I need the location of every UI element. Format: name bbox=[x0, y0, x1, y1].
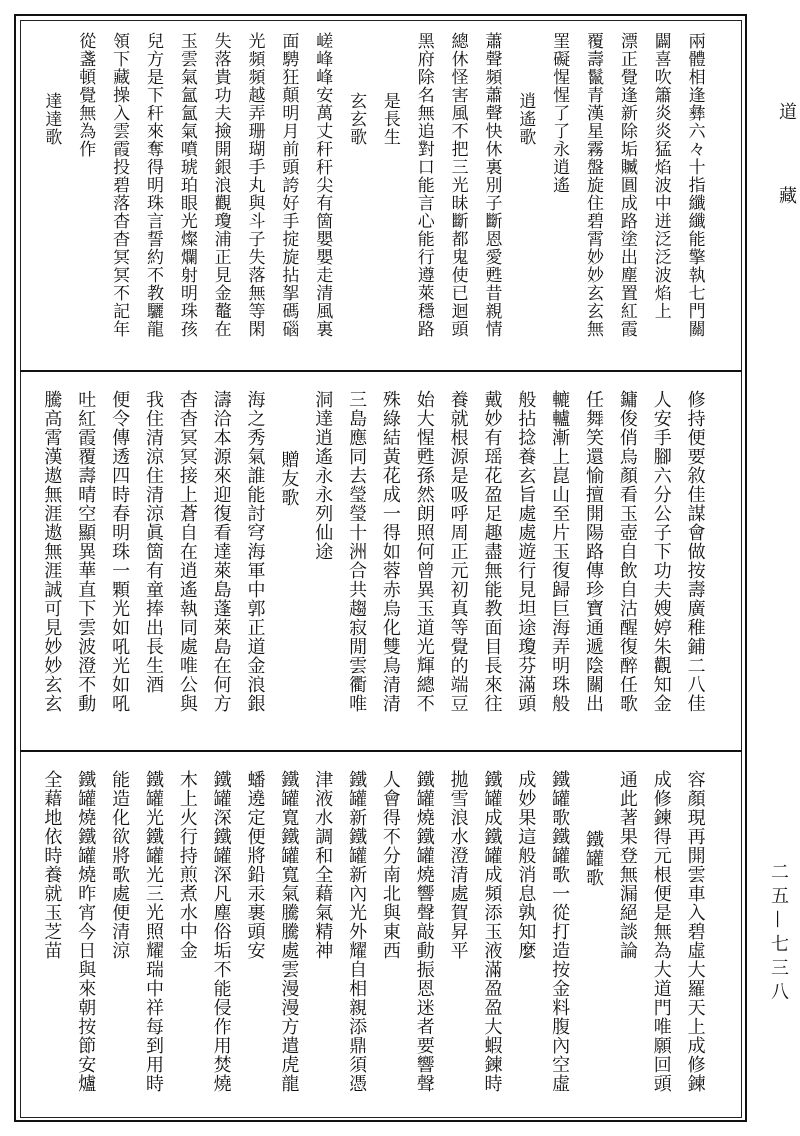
text-column: 木上火行持煎煮水中金 bbox=[176, 770, 198, 960]
text-column: 蟠遶定便將鉛汞裹頭安 bbox=[244, 770, 266, 960]
text-column: 領下藏操入雲霞投碧落杳杳冥冥不記年 bbox=[109, 32, 130, 338]
text-column: 鐵罐光鐵罐光三光照耀瑞中祥每到用時 bbox=[142, 770, 164, 1093]
text-column: 始大惺甦孫然朗照何曾異玉道光輝總不 bbox=[413, 390, 435, 713]
text-column: 鏞俊俏烏顏看玉壺自飲自沽醒復醉任歌 bbox=[616, 390, 638, 713]
text-column: 津液水調和全藉氣精神 bbox=[312, 770, 334, 960]
text-column: 總休怪害風不把三光昧斷都鬼使已迴頭 bbox=[447, 32, 468, 338]
text-column: 全藉地依時養就玉芝苗 bbox=[41, 770, 63, 960]
margin-label-mid: 藏 bbox=[776, 186, 797, 204]
text-column: 殊綠結黃花成一得如蓉赤烏化雙鳥清清 bbox=[379, 390, 401, 713]
text-column: 任舞笑還愉擅開陽路傳珍寶通遞陰關出 bbox=[583, 390, 605, 713]
text-column: 罣礙惺惺了了永逍遙 bbox=[549, 32, 570, 194]
text-column: 修持便要敘佳謀會做按壽廣稚鋪二八佳 bbox=[684, 390, 706, 713]
text-column: 拋雪浪水澄清處賀昇平 bbox=[447, 770, 469, 960]
text-column: 鐵罐新鐵罐新內光外耀自相親添鼎須憑 bbox=[346, 770, 368, 1093]
text-column: 鐵罐寬鐵罐寬氣騰騰處雲漫漫方遣虎龍 bbox=[278, 770, 300, 1093]
text-column: 覆壽鬣青漢星霧盤旋住碧霄妙妙玄玄無 bbox=[583, 32, 604, 338]
text-column: 漂正覺逢新除垢贓圓成路塗出塵置紅霞 bbox=[616, 32, 637, 338]
text-column: 黑府除名無追對口能言心能行遵萊穩路 bbox=[413, 32, 434, 338]
text-column: 鐵罐歌鐵罐歌一從打造按金料腹內空虛 bbox=[549, 770, 571, 1093]
text-column: 便令傳透四時春明珠一顆光如吼光如吼 bbox=[109, 390, 131, 713]
text-column: 三島應同去瑩瑩十洲合共趨寂閒雲衢唯 bbox=[346, 390, 368, 713]
text-column: 鐵罐深鐵罐深凡塵俗垢不能侵作用焚燒 bbox=[210, 770, 232, 1093]
text-column: 人會得不分南北與東西 bbox=[379, 770, 401, 960]
text-column: 鐵罐歌 bbox=[583, 830, 605, 887]
text-column: 洞達逍遙永永列仙途 bbox=[312, 390, 334, 561]
text-column: 贈友歌 bbox=[278, 450, 300, 507]
text-column: 鐵罐燒鐵罐燒響聲敲動振恩迷者要響聲 bbox=[413, 770, 435, 1093]
text-column: 從盞頓覺無為作 bbox=[75, 32, 96, 158]
text-column: 成修鍊得元根便是無為大道門唯願回頭 bbox=[650, 770, 672, 1093]
text-column: 通此著果登無漏絕談論 bbox=[616, 770, 638, 960]
text-column: 養就根源是吸呼周正元初真等覺的端豆 bbox=[447, 390, 469, 713]
text-column: 兒方是下秆來奪得明珠言誓約不教驪龍 bbox=[142, 32, 163, 338]
text-column: 失落貴功夫撿開銀浪觀瓊浦正見金鼇在 bbox=[210, 32, 231, 338]
text-column: 光頻頻越弄珊瑚手丸與斗子失落無等閑 bbox=[244, 32, 265, 338]
text-column: 逍遙歌 bbox=[515, 92, 536, 146]
text-column: 杳杳冥冥接上蒼自在逍遙執同處唯公與 bbox=[176, 390, 198, 713]
text-column: 達達歌 bbox=[41, 92, 62, 146]
text-column: 兩體相逢彝六々十指纖纖能擎執七門關 bbox=[684, 32, 705, 338]
text-column: 闢喜吹簫炎炎猛焰波中迸泛泛波焰上 bbox=[650, 32, 671, 320]
text-column: 能造化欲將歌處便清涼 bbox=[109, 770, 131, 960]
text-column: 容顏現再開雲車入碧虛大羅天上成修鍊 bbox=[684, 770, 706, 1093]
text-column: 玉雲氣氳氳氣噴琥珀眼光燦爛射明珠孩 bbox=[176, 32, 197, 338]
text-column: 蕭聲頻蕭聲快休裏別子斷恩愛甦昔親情 bbox=[481, 32, 502, 338]
text-column: 成妙果這般消息孰知麼 bbox=[515, 770, 537, 960]
text-column: 我住清涼住清涼眞箇有童捧出長生酒 bbox=[142, 390, 164, 694]
text-column: 濤洽本源來迎復看達萊島蓬萊島在何方 bbox=[210, 390, 232, 713]
page-number: 二五—七三八 bbox=[768, 862, 789, 1006]
text-column: 鐵罐燒鐵罐燒昨宵今日與來朝按節安爐 bbox=[75, 770, 97, 1093]
panel-divider-2 bbox=[20, 750, 742, 752]
text-column: 吐紅霞覆壽晴空顯異華直下雲波澄不動 bbox=[75, 390, 97, 713]
text-column: 鐵罐成鐵罐成頻添玉液滿盈盈大蝦鍊時 bbox=[481, 770, 503, 1093]
text-column: 嵯峰峰安萬丈秆秆尖有箇嬰嬰走清風裏 bbox=[312, 32, 333, 338]
text-column: 戴妙有瑶花盈足趣盡無能教面目長來往 bbox=[481, 390, 503, 713]
text-column: 是長生 bbox=[379, 92, 400, 146]
text-column: 玄玄歌 bbox=[346, 92, 367, 146]
text-column: 般拈捻養玄旨處處遊行見坦途瓊芬滿頭 bbox=[515, 390, 537, 713]
text-column: 海之秀氣誰能討穹海軍中郭正道金浪銀 bbox=[244, 390, 266, 713]
text-column: 人安手腳六分公子下功夫嫂婷朱觀知金 bbox=[650, 390, 672, 713]
text-column: 面騁狂顛明月前頭誇好手掟旋拈挐碼碯 bbox=[278, 32, 299, 338]
panel-divider-1 bbox=[20, 370, 742, 372]
text-column: 騰高霄漢遨無涯遨無涯誠可見妙妙玄玄 bbox=[41, 390, 63, 713]
text-column: 轆轤漸上崑山至片玉復歸巨海弄明珠般 bbox=[549, 390, 571, 713]
margin-label-top: 道 bbox=[776, 102, 797, 120]
